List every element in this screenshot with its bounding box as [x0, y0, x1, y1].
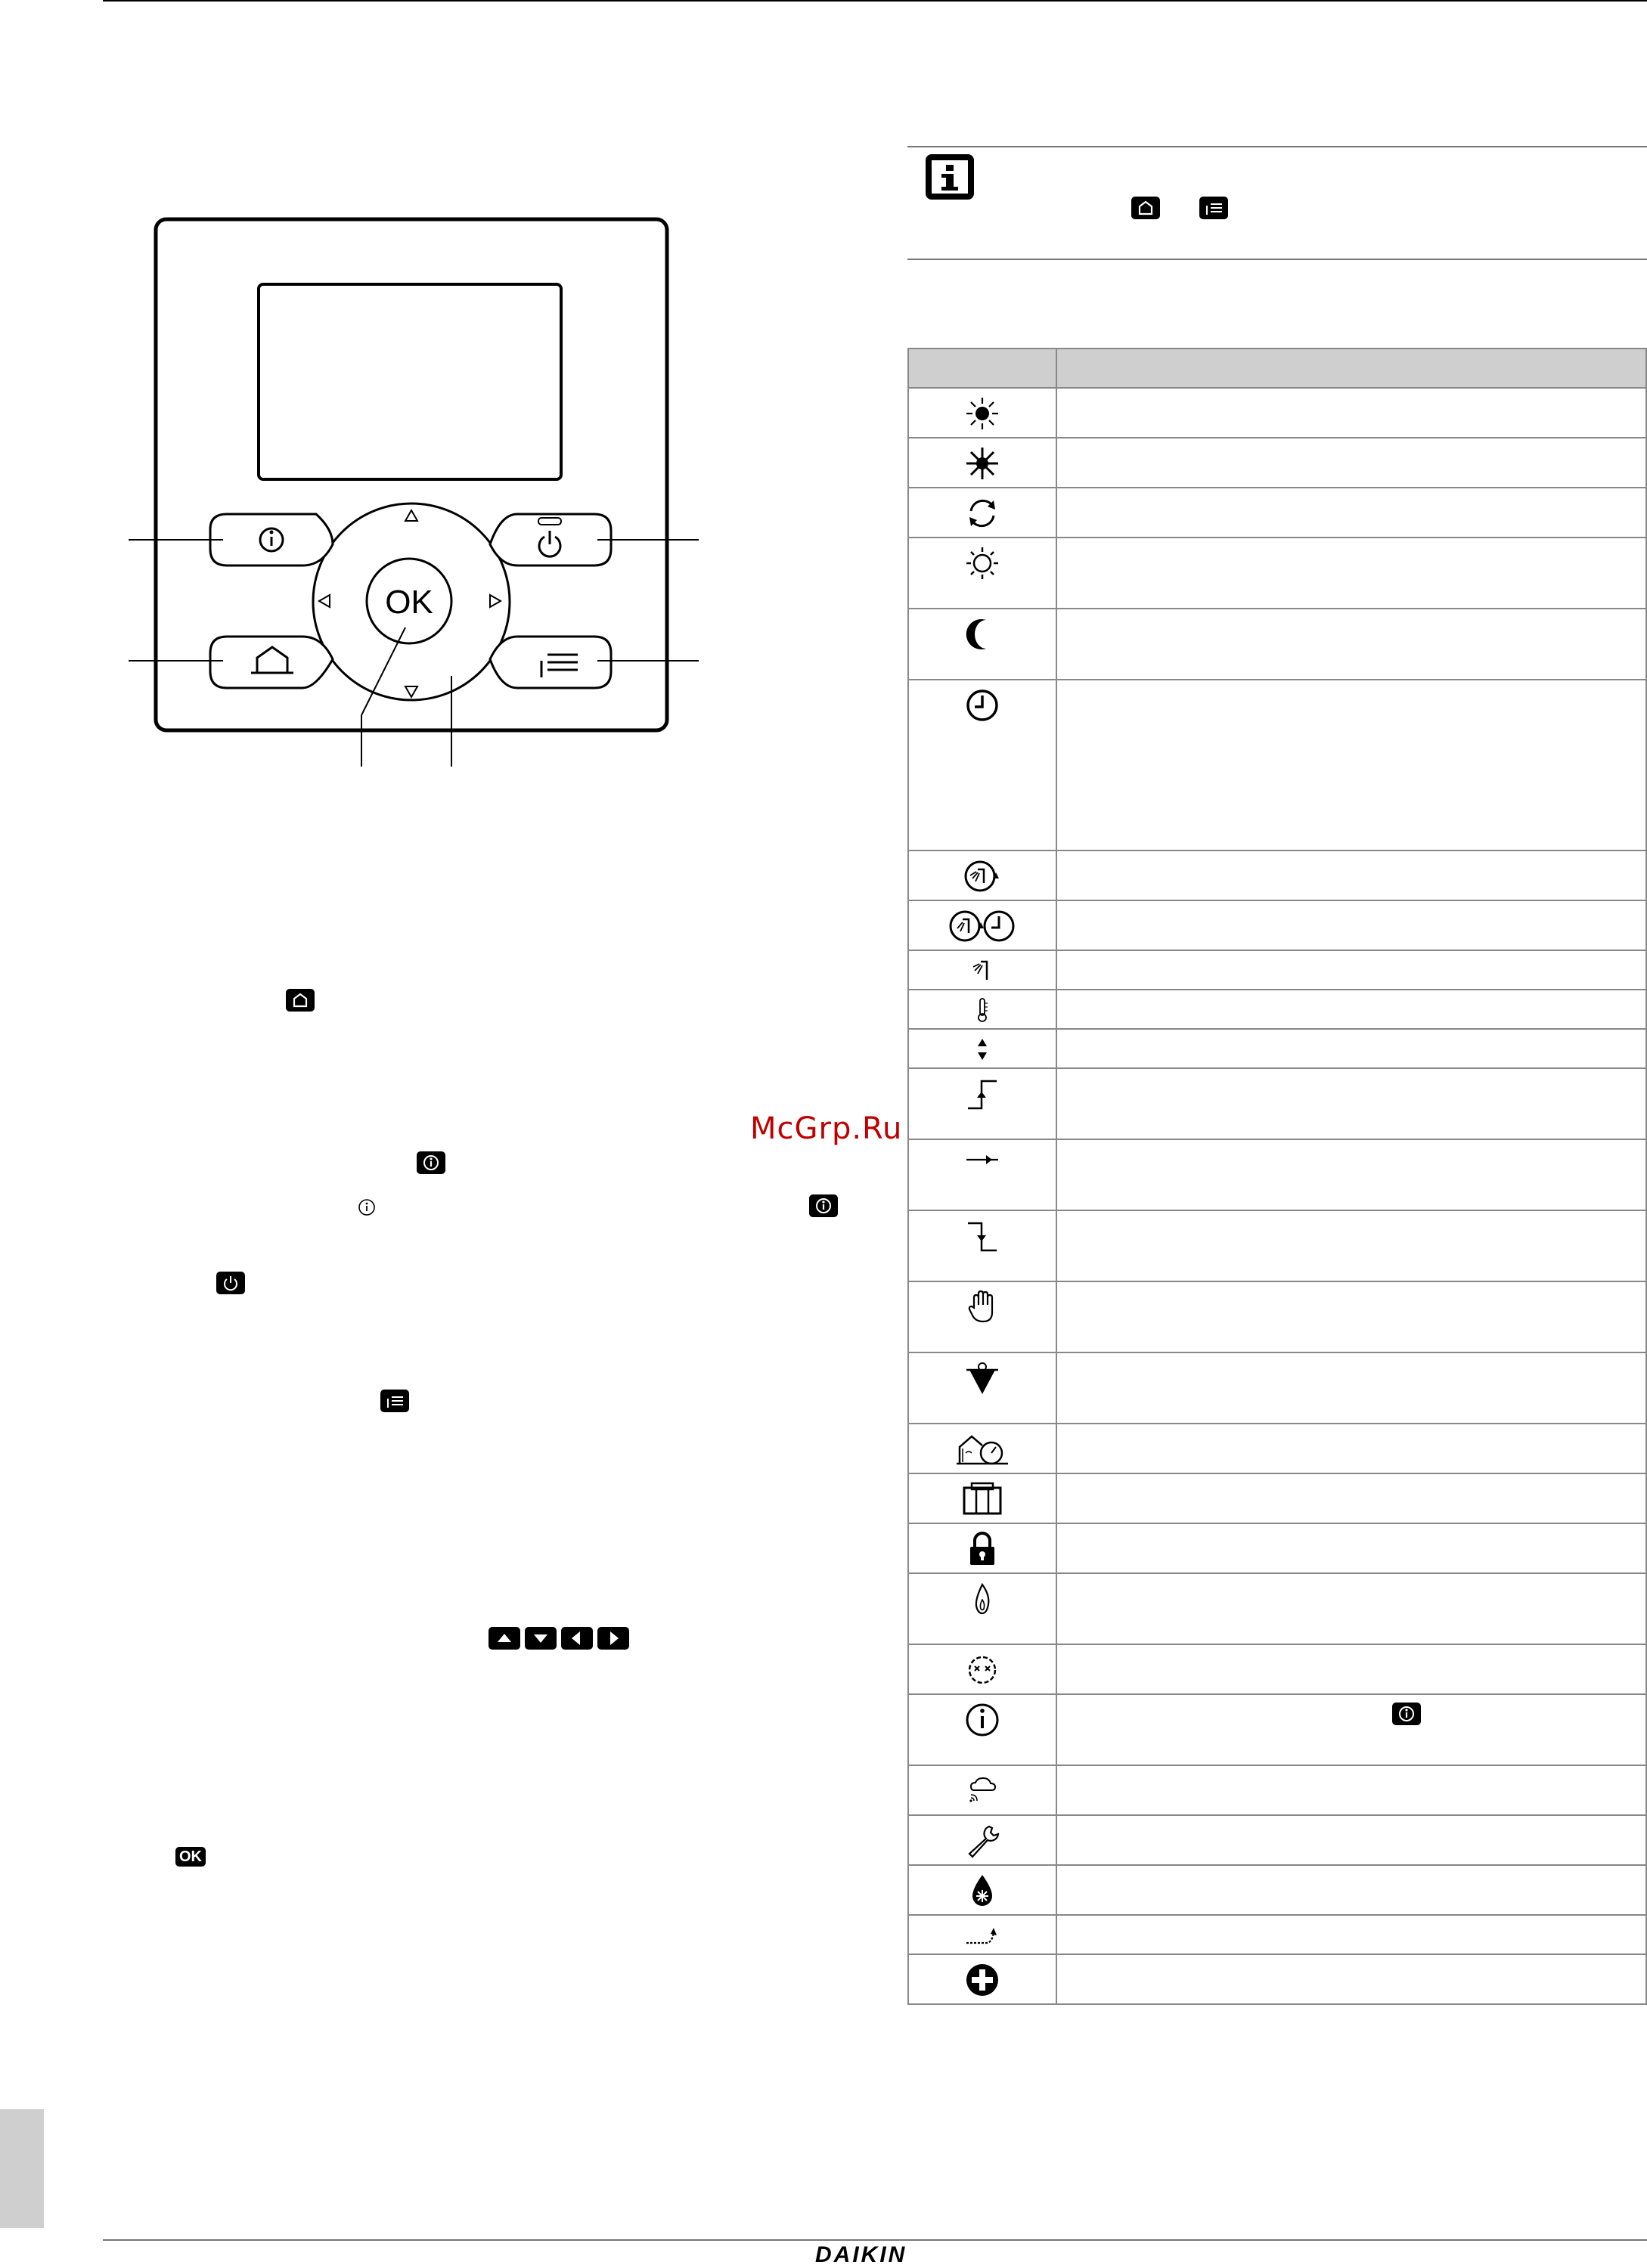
controller-diagram — [76, 204, 756, 779]
notice-top-rule — [907, 146, 1647, 147]
snowflake-cooling-icon — [963, 445, 1001, 482]
table-row — [908, 1765, 1646, 1815]
heater-arrow-icon — [963, 1922, 1001, 1949]
table-row — [908, 388, 1646, 438]
table-row — [908, 1210, 1646, 1281]
step-down-icon — [963, 1217, 1001, 1255]
header-cell-icon — [908, 349, 1056, 388]
notice-bottom-rule — [907, 259, 1647, 260]
house-gauge-icon — [955, 1430, 1010, 1468]
flame-icon — [967, 1580, 997, 1618]
notice-info-icon — [924, 153, 977, 203]
table-row — [908, 1694, 1646, 1765]
info-small-icon — [357, 1198, 377, 1217]
info-key-icon — [417, 1151, 445, 1174]
table-row — [908, 1281, 1646, 1352]
wrench-icon — [963, 1822, 1001, 1860]
up-key-icon — [489, 1627, 520, 1650]
power-led — [538, 518, 561, 525]
table-row — [908, 1865, 1646, 1915]
info-icon — [963, 1701, 1001, 1739]
header-cell-description — [1056, 349, 1646, 388]
lcd-screen — [259, 284, 561, 479]
info-key-icon-2 — [809, 1194, 838, 1217]
step-up-icon — [963, 1075, 1001, 1113]
table-row — [908, 1424, 1646, 1473]
table-row — [908, 1352, 1646, 1424]
table-header-row — [908, 349, 1646, 388]
footer-rule — [103, 2239, 1647, 2241]
arrow-right-icon — [963, 1146, 1001, 1173]
table-row — [908, 1573, 1646, 1644]
ok-button-label: OK — [385, 584, 433, 621]
moon-eco-icon — [963, 615, 1001, 653]
table-row — [908, 1139, 1646, 1210]
right-key-icon — [597, 1627, 629, 1650]
antifreeze-drop-icon — [963, 1872, 1001, 1910]
ok-key-icon: OK — [175, 1847, 206, 1867]
table-row — [908, 609, 1646, 680]
table-row — [908, 1068, 1646, 1139]
table-row — [908, 1954, 1646, 2004]
icon-table — [907, 348, 1647, 2005]
cloud-wireless-icon — [963, 1772, 1001, 1810]
menu-key-icon — [380, 1390, 409, 1412]
table-row — [908, 950, 1646, 990]
plus-circle-icon — [963, 1961, 1001, 1999]
comfort-sun-icon — [963, 544, 1001, 582]
side-tab — [0, 2109, 44, 2228]
defrost-drop-icon — [963, 1359, 1001, 1397]
table-row — [908, 1815, 1646, 1865]
table-row — [908, 900, 1646, 950]
table-row — [908, 850, 1646, 900]
malfunction-icon — [961, 1651, 1003, 1689]
shower-icon — [967, 957, 997, 984]
table-row — [908, 990, 1646, 1029]
shower-tank-schedule-icon — [948, 907, 1016, 945]
down-key-icon — [525, 1627, 557, 1650]
table-row — [908, 1523, 1646, 1573]
table-row — [908, 488, 1646, 538]
thermometer-icon — [971, 996, 994, 1024]
table-row — [908, 1029, 1646, 1068]
notice-home-key-icon — [1131, 197, 1160, 219]
clock-schedule-icon — [963, 686, 1001, 724]
hand-manual-icon — [963, 1288, 1001, 1326]
power-key-icon — [216, 1272, 245, 1294]
padlock-icon — [963, 1530, 1001, 1568]
info-key-icon-3 — [1392, 1703, 1421, 1725]
table-row — [908, 1915, 1646, 1954]
table-row — [908, 438, 1646, 488]
up-down-arrows-icon — [973, 1036, 991, 1063]
top-rule — [103, 0, 1647, 2]
shower-tank-icon — [961, 857, 1003, 895]
sun-heating-icon — [963, 395, 1001, 432]
auto-cycle-icon — [963, 494, 1001, 532]
table-row — [908, 1473, 1646, 1523]
table-row — [908, 680, 1646, 850]
home-key-icon — [286, 989, 315, 1012]
left-key-icon — [561, 1627, 593, 1650]
home-button-shape — [210, 637, 333, 688]
table-row — [908, 538, 1646, 609]
unit-box-icon — [961, 1480, 1003, 1518]
table-row — [908, 1644, 1646, 1694]
notice-menu-key-icon — [1199, 197, 1228, 219]
watermark: McGrp.Ru — [750, 1111, 903, 1146]
brand-logo: DAIKIN — [815, 2242, 907, 2267]
